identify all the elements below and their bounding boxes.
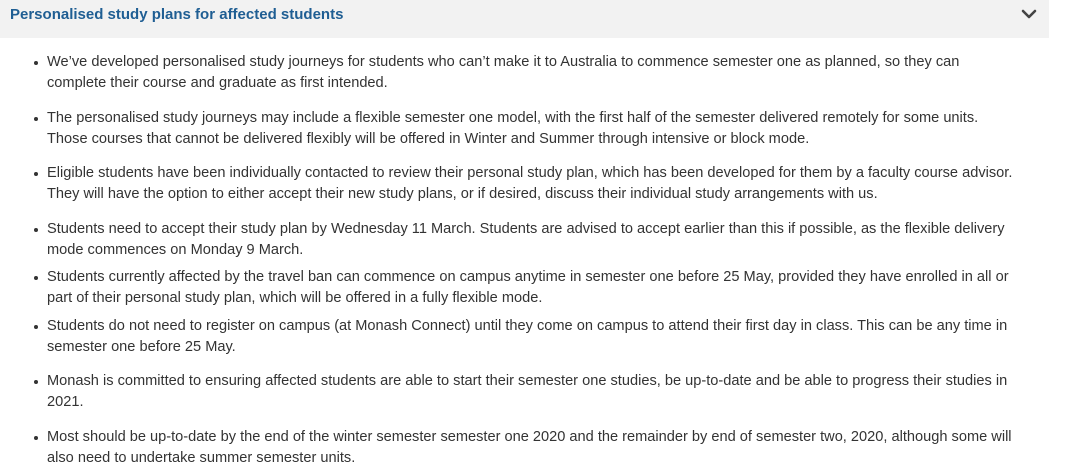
list-item-line: Eligible students have been individually contacted to review their personal study plan, which has been developed for them by a faculty course advisor. [47,165,1013,181]
list-item-line: also need to undertake summer semester units. [47,450,356,466]
list-item-line: The personalised study journeys may include a flexible semester one model, with the first half of the semester delivered remotely for some units. [47,110,979,126]
chevron-down-icon[interactable] [1021,9,1037,19]
list-item-line: 2021. [47,394,84,410]
list-item-line: Students need to accept their study plan by Wednesday 11 March. Students are advised to accept earlier than this if possible, as the flexible delivery [47,221,1005,237]
list-item [47,108,1047,150]
list-item-line: mode commences on Monday 9 March. [47,242,304,258]
accordion-header[interactable] [0,0,1049,38]
list-item [47,316,1047,358]
list-item [47,427,1047,469]
accordion-title[interactable]: Personalised study plans for affected students [10,6,344,23]
list-item-line: complete their course and graduate as first intended. [47,75,388,91]
list-item-line: They will have the option to either accept their new study plans, or if desired, discuss their individual study arrangements with us. [47,186,878,202]
list-item-line: We’ve developed personalised study journeys for students who can’t make it to Australia to commence semester one as planned, so they can [47,54,960,70]
list-item [47,219,1047,261]
list-item [47,52,1047,94]
list-item-line: part of their personal study plan, which will be offered in a fully flexible mode. [47,290,543,306]
list-item [47,163,1047,205]
list-item-line: Students do not need to register on campus (at Monash Connect) until they come on campus to attend their first day in class. This can be any time in [47,318,1008,334]
list-item-line: Those courses that cannot be delivered flexibly will be offered in Winter and Summer through intensive or block mode. [47,131,810,147]
list-item-line: Most should be up-to-date by the end of the winter semester semester one 2020 and the remainder by end of semester two, 2020, although some will [47,429,1012,445]
list-item-line: Students currently affected by the travel ban can commence on campus anytime in semester one before 25 May, provided they have enrolled in all or [47,269,1009,285]
list-item [47,371,1047,413]
list-item-line: Monash is committed to ensuring affected students are able to start their semester one studies, be up-to-date and be able to progress their studies in [47,373,1008,389]
list-item-line: semester one before 25 May. [47,339,236,355]
list-item [47,267,1047,309]
